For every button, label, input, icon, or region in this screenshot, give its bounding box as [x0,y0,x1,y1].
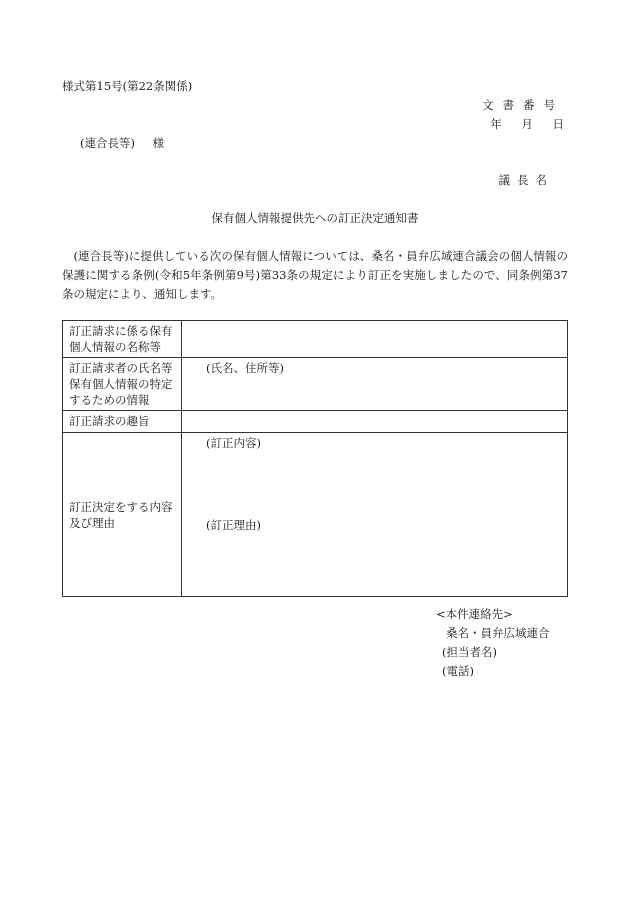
row-label-purpose: 訂正請求の趣旨 [63,411,182,433]
addressee [80,137,164,151]
date-line [474,118,564,132]
body-paragraph: (連合長等)に提供している次の保有個人情報については、桑名・員弁広域連合議会の個人情報の保護に関する条例(令和5年条例第9号)第33条の規定により訂正を実施しましたので、同条例第37条の規定により、通知します。 [62,249,568,301]
contact-org: 桑名・員弁広域連合 [446,626,550,640]
contact-block [436,605,550,681]
contact-phone: (電話) [442,664,474,678]
row-value-info-name [182,321,568,358]
date-month: 月 [521,117,533,131]
document-title: 保有個人情報提供先への訂正決定通知書 [211,211,419,225]
row-value-requester: (氏名、住所等) [182,358,568,411]
row-label-decision: 訂正決定をする内容及び理由 [63,433,182,597]
form-number: 様式第15号(第22条関係) [62,79,193,93]
table-row [63,321,568,358]
table-row [63,358,568,411]
sender-name: 議長名 [498,173,554,187]
addressee-honorific: 様 [152,136,165,150]
table-row [63,433,568,597]
correction-content: (訂正内容) [206,436,261,450]
row-value-decision [182,433,568,597]
row-label-info-name: 訂正請求に係る保有個人情報の名称等 [63,321,182,358]
table-row [63,411,568,433]
row-label-requester: 訂正請求者の氏名等保有個人情報の特定するための情報 [63,358,182,411]
document-number-label: 文書番号 [482,98,564,112]
row-value-purpose [182,411,568,433]
addressee-name: (連合長等) [80,136,135,150]
date-year: 年 [490,117,502,131]
correction-reason: (訂正理由) [206,518,261,532]
contact-heading: <本件連絡先> [436,607,513,621]
notice-table [62,320,568,597]
contact-person: (担当者名) [442,645,497,659]
date-day: 日 [552,117,564,131]
